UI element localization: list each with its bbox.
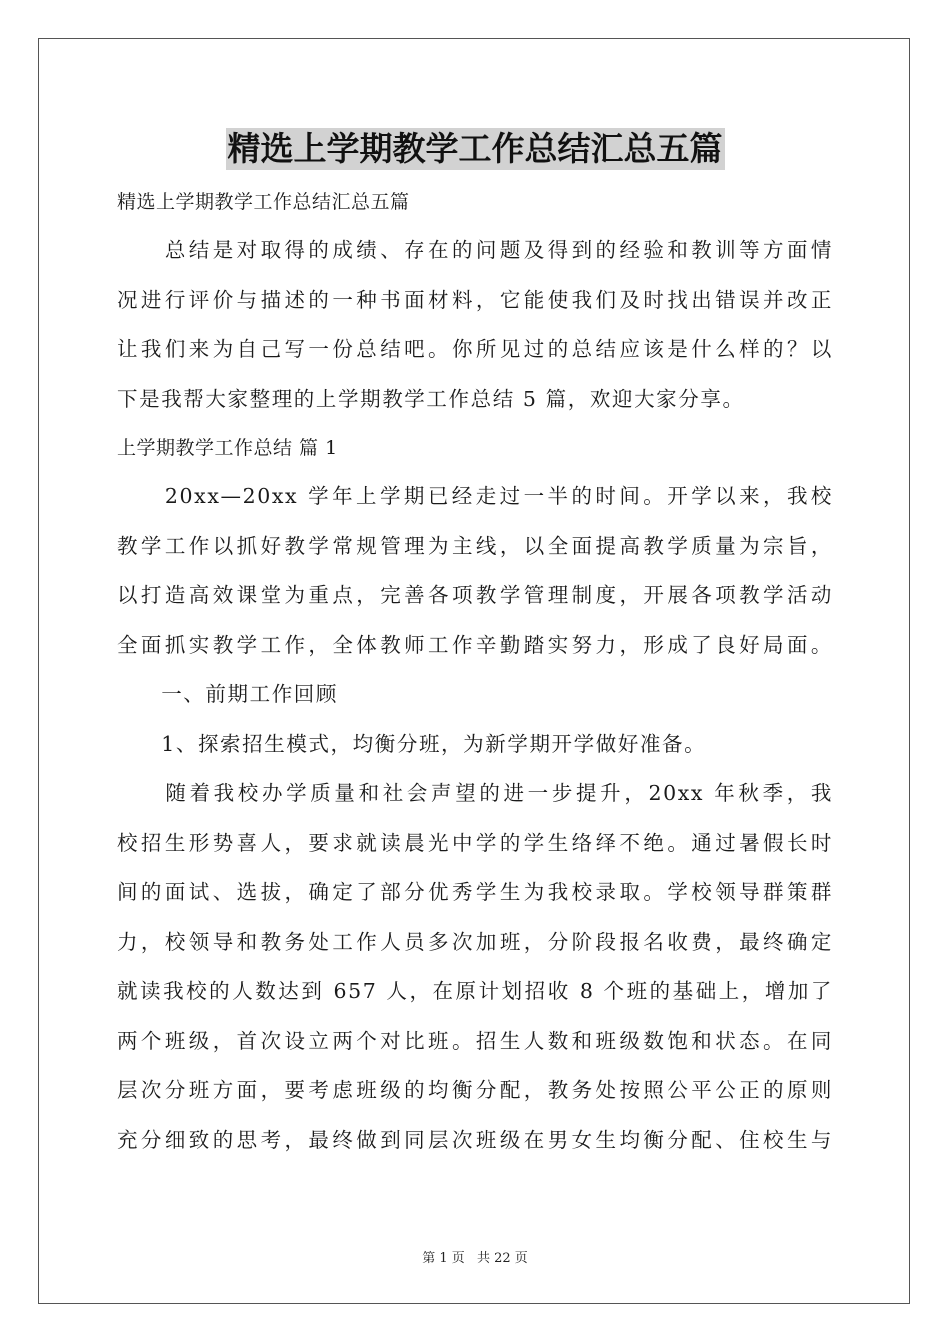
title-container — [0, 128, 950, 170]
body-line: 校招生形势喜人，要求就读晨光中学的学生络绎不绝。通过暑假长时 — [117, 830, 833, 855]
body-line: 全面抓实教学工作，全体教师工作辛勤踏实努力，形成了良好局面。 — [117, 632, 833, 657]
body-line: 况进行评价与描述的一种书面材料，它能使我们及时找出错误并改正 — [117, 287, 833, 312]
body-line: 随着我校办学质量和社会声望的进一步提升，20xx 年秋季，我 — [117, 781, 833, 805]
total-pages: 共 22 页 — [476, 1251, 528, 1266]
document-body — [117, 178, 833, 1165]
body-line: 20xx—20xx 学年上学期已经走过一半的时间。开学以来，我校 — [117, 484, 833, 508]
body-line: 下是我帮大家整理的上学期教学工作总结 5 篇，欢迎大家分享。 — [117, 386, 745, 411]
body-line: 以打造高效课堂为重点，完善各项教学管理制度，开展各项教学活动 — [117, 583, 833, 607]
body-line: 两个班级，首次设立两个对比班。招生人数和班级数饱和状态。在同 — [117, 1028, 833, 1053]
document-subtitle: 精选上学期教学工作总结汇总五篇 — [117, 191, 410, 213]
body-line: 让我们来为自己写一份总结吧。你所见过的总结应该是什么样的？以 — [117, 337, 833, 361]
body-line: 就读我校的人数达到 657 人，在原计划招收 8 个班的基础上，增加了 — [117, 979, 833, 1003]
body-line: 总结是对取得的成绩、存在的问题及得到的经验和教训等方面情 — [117, 238, 833, 262]
page-number: 第 1 页 — [422, 1251, 465, 1266]
section-heading: 上学期教学工作总结 篇 1 — [117, 437, 338, 459]
body-line: 1、探索招生模式，均衡分班，为新学期开学做好准备。 — [117, 731, 707, 756]
body-line: 间的面试、选拔，确定了部分优秀学生为我校录取。学校领导群策群 — [117, 880, 833, 904]
body-line: 教学工作以抓好教学常规管理为主线，以全面提高教学质量为宗旨， — [117, 533, 833, 558]
body-line: 充分细致的思考，最终做到同层次班级在男女生均衡分配、住校生与 — [117, 1127, 833, 1152]
document-title: 精选上学期教学工作总结汇总五篇 — [227, 129, 723, 168]
body-line: 力，校领导和教务处工作人员多次加班，分阶段报名收费，最终确定 — [117, 929, 833, 954]
body-line: 层次分班方面，要考虑班级的均衡分配，教务处按照公平公正的原则 — [117, 1078, 833, 1102]
body-line: 一、前期工作回顾 — [117, 682, 338, 706]
page-footer — [0, 1247, 950, 1266]
